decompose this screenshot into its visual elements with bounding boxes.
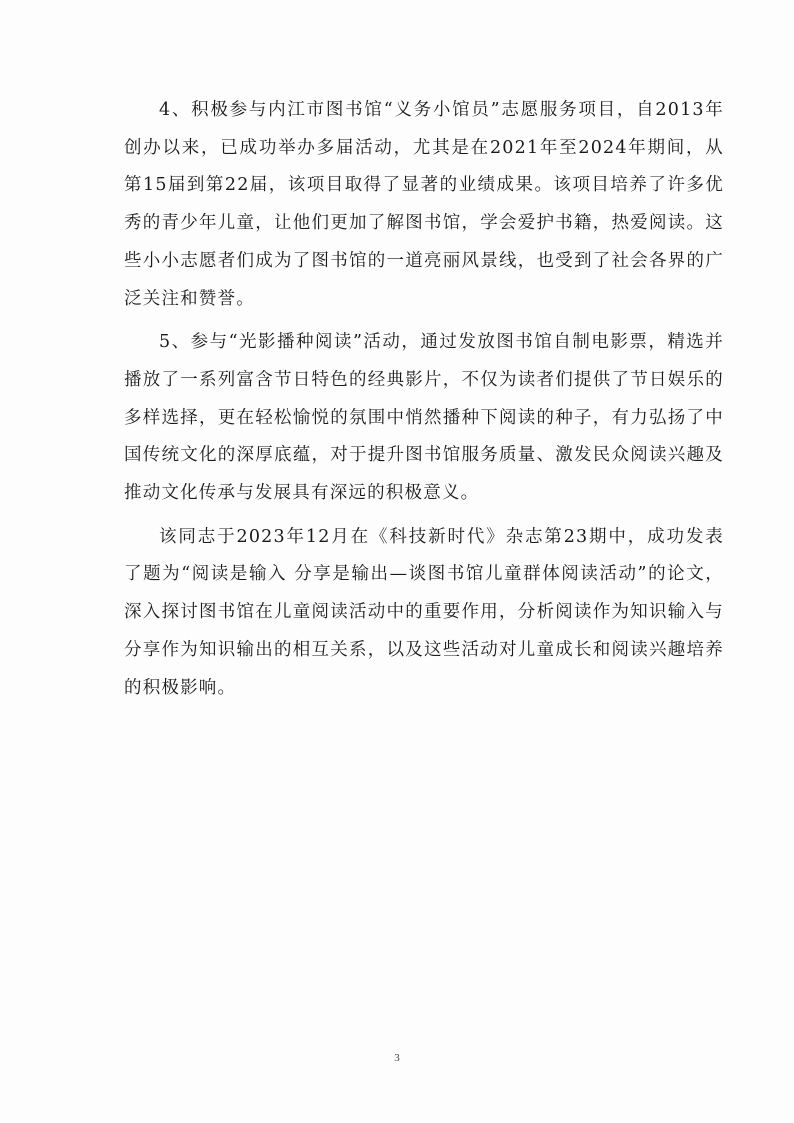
paragraph-paper-publication: 该同志于2023年12月在《科技新时代》杂志第23期中，成功发表了题为“阅读是输入 分享是输出—谈图书馆儿童群体阅读活动”的论文，深入探讨图书馆在儿童阅读活动中的重要作用，分析阅读作为知识输入与分享作为知识输出的相互关系，以及这些活动对儿童成长和阅读兴趣培养的积极影响。 xyxy=(124,526,724,698)
paragraph-volunteer-project: 4、积极参与内江市图书馆“义务小馆员”志愿服务项目，自2013年创办以来，已成功举办多届活动，尤其是在2021年至2024年期间，从第15届到第22届，该项目取得了显著的业绩成果。该项目培养了许多优秀的青少年儿童，让他们更加了解图书馆，学会爱护书籍，热爱阅读。这些小小志愿者们成为了图书馆的一道亮丽风景线，也受到了社会各界的广泛关注和赞誉。 xyxy=(124,100,724,309)
document-body xyxy=(124,92,724,713)
page-number: 3 xyxy=(394,1052,400,1064)
paragraph-film-reading-activity: 5、参与“光影播种阅读”活动，通过发放图书馆自制电影票，精选并播放了一系列富含节日特色的经典影片，不仅为读者们提供了节日娱乐的多样选择，更在轻松愉悦的氛围中悄然播种下阅读的种子，有力弘扬了中国传统文化的深厚底蕴，对于提升图书馆服务质量、激发民众阅读兴趣及推动文化传承与发展具有深远的积极意义。 xyxy=(124,332,724,504)
